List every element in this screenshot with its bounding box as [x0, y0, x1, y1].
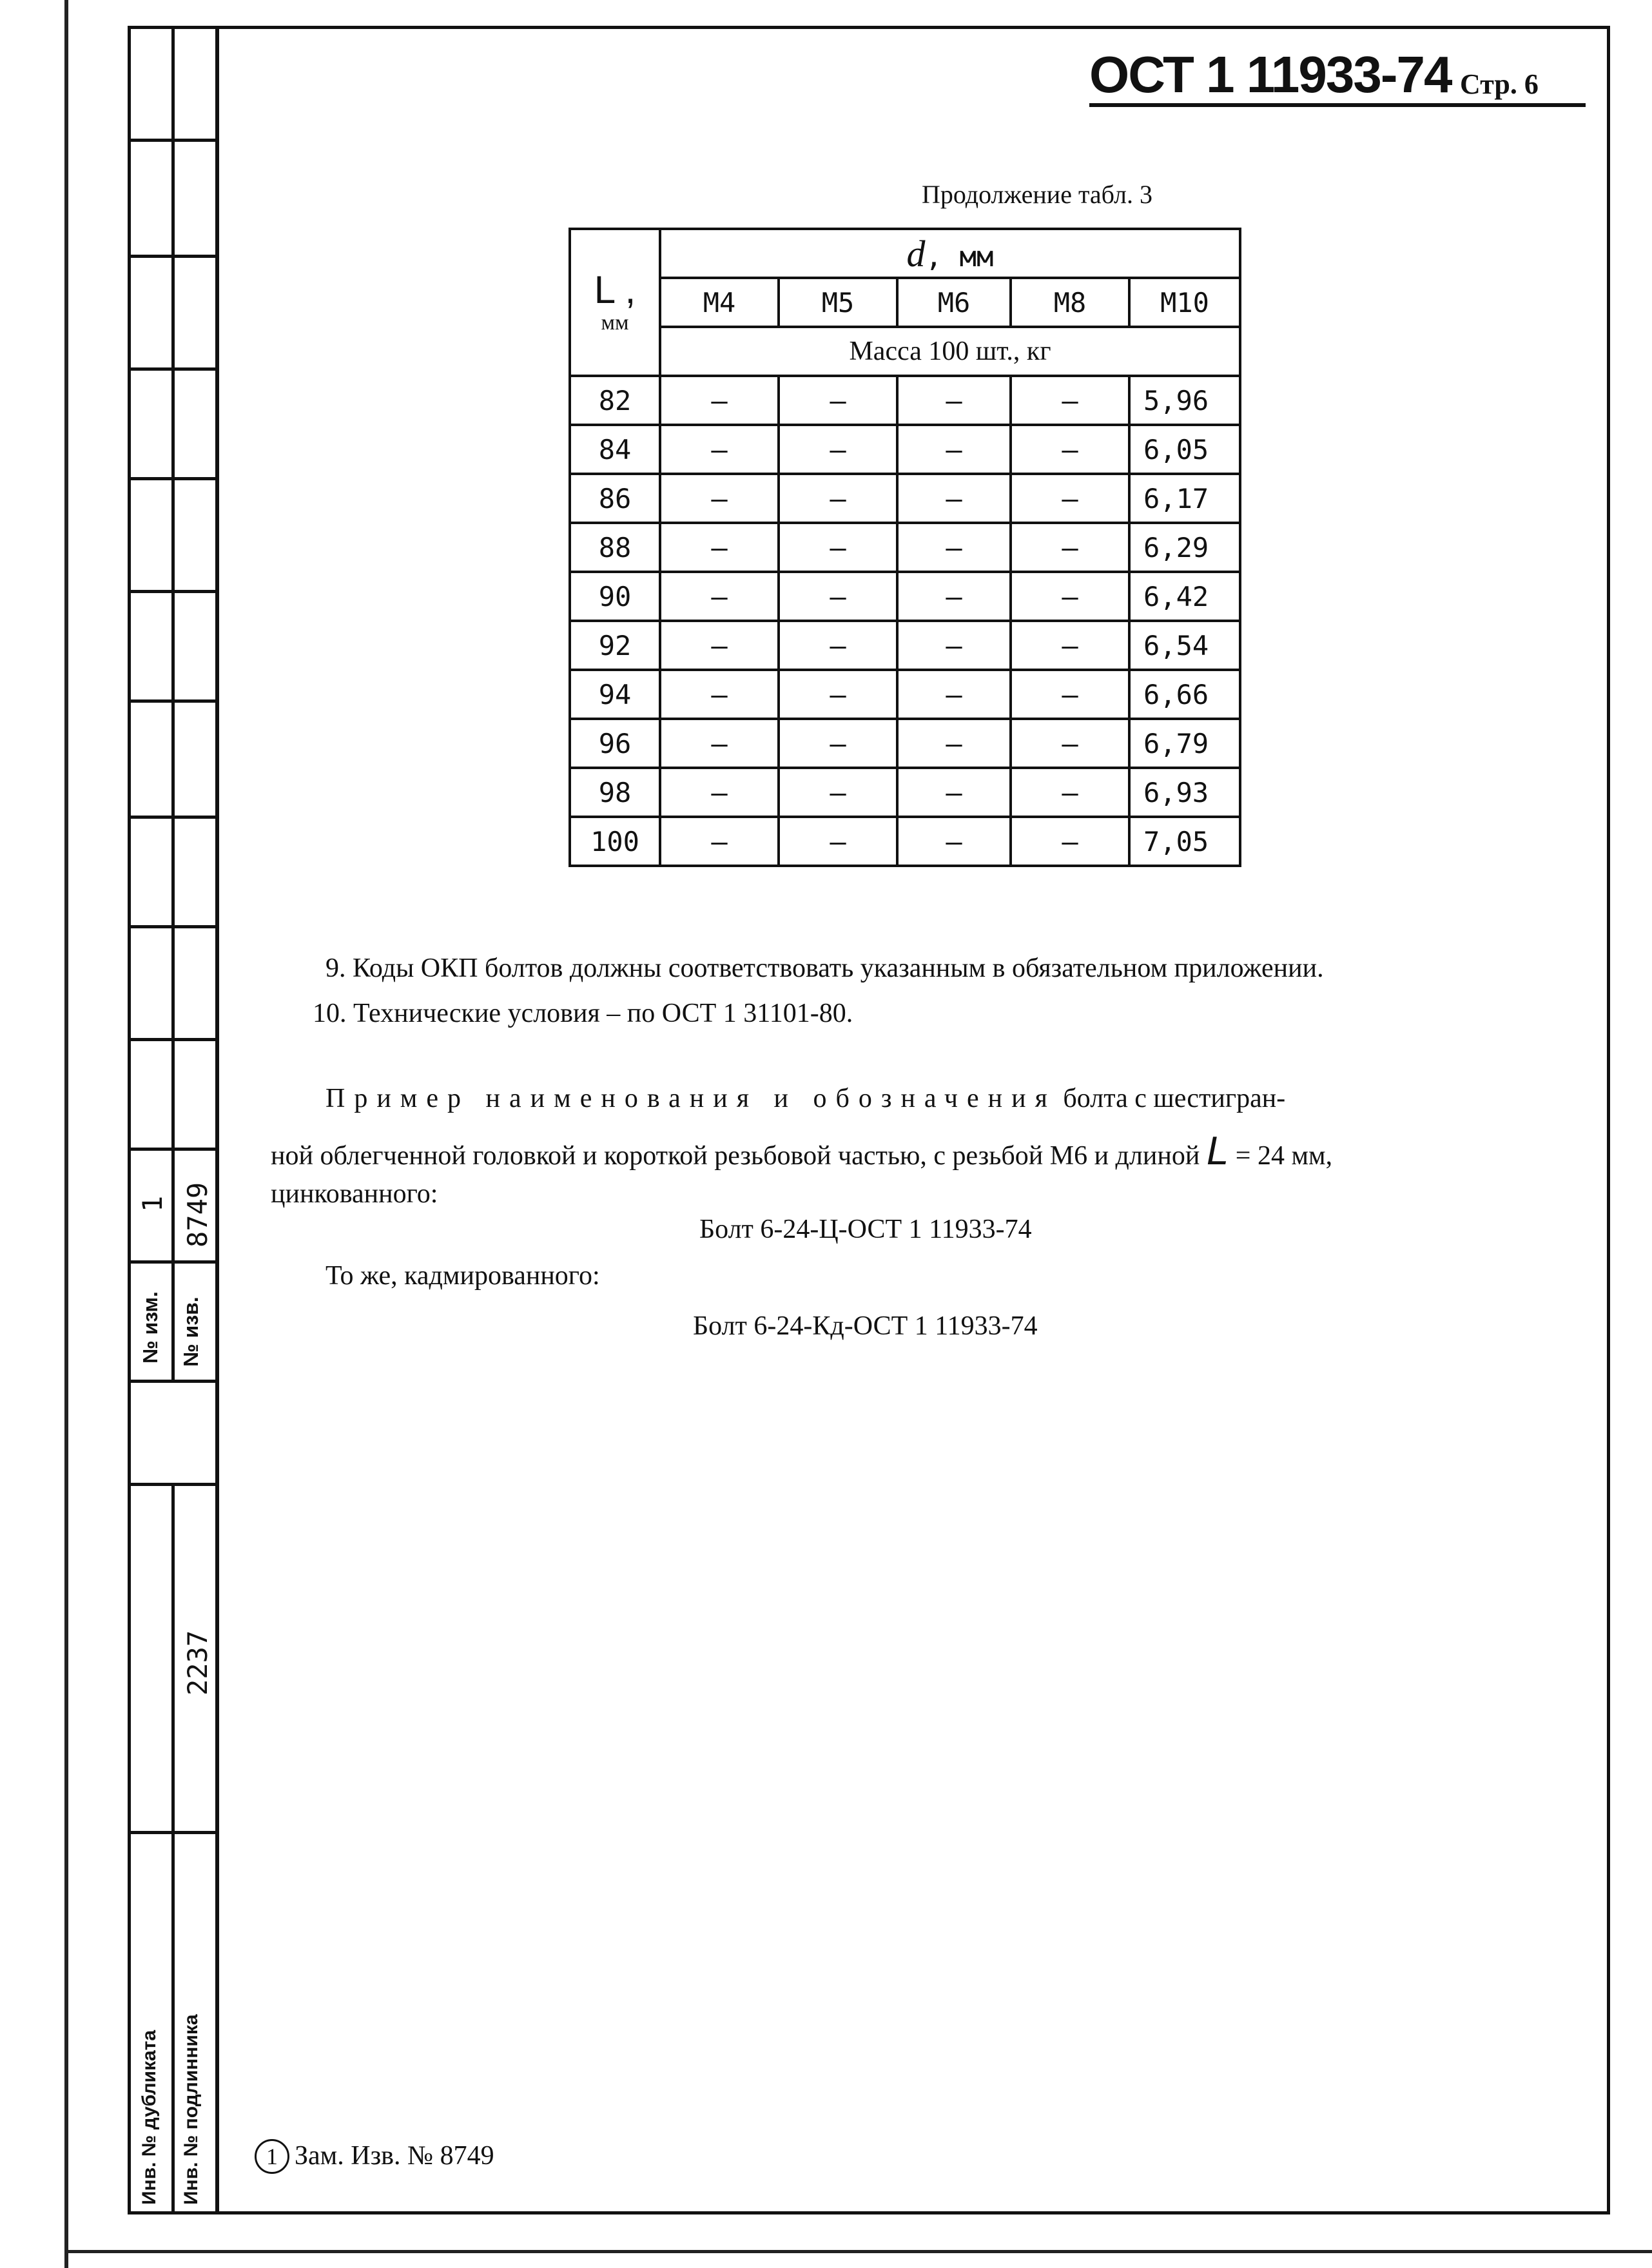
mass-cell: 6,17	[1129, 474, 1240, 523]
size-header: M5	[779, 278, 897, 327]
mass-cell: –	[779, 621, 897, 670]
mass-cell: 6,66	[1129, 670, 1240, 719]
stamp-divider	[128, 699, 219, 703]
stamp-divider	[128, 1831, 219, 1834]
column-group-unit: , мм	[925, 240, 994, 273]
mass-table	[568, 228, 1241, 867]
size-header: M4	[660, 278, 779, 327]
stamp-divider	[128, 367, 219, 371]
stamp-divider	[128, 1260, 219, 1264]
column-group-header	[660, 229, 1240, 278]
size-header: M10	[1129, 278, 1240, 327]
mass-cell: –	[779, 670, 897, 719]
mass-cell: –	[1011, 817, 1129, 866]
stamp-notice-no-label: № изв.	[179, 1296, 202, 1367]
mass-cell: –	[1011, 572, 1129, 621]
row-header-symbol: L ,	[594, 268, 636, 311]
mass-cell: 7,05	[1129, 817, 1240, 866]
outer-left-border	[64, 0, 68, 2268]
mass-cell: –	[660, 572, 779, 621]
mass-cell: –	[1011, 523, 1129, 572]
mass-cell: –	[779, 817, 897, 866]
stamp-divider	[128, 477, 219, 480]
stamp-divider	[128, 816, 219, 819]
stamp-divider	[128, 139, 219, 142]
mass-cell: 6,79	[1129, 719, 1240, 768]
length-cell: 98	[570, 768, 660, 817]
table-caption: Продолжение табл. 3	[922, 180, 1152, 209]
mass-cell: –	[1011, 376, 1129, 425]
mass-cell: –	[660, 376, 779, 425]
table-row	[570, 817, 1240, 866]
stamp-divider	[128, 925, 219, 928]
mass-cell: –	[897, 817, 1011, 866]
mass-cell: –	[779, 768, 897, 817]
table-header-row	[570, 229, 1240, 278]
example-line1-tail: болта с шестигран-	[1063, 1084, 1286, 1113]
change-marker: 1	[255, 2139, 289, 2174]
length-cell: 96	[570, 719, 660, 768]
table-row	[570, 768, 1240, 817]
item-9: 9. Коды ОКП болтов должны соответствовать указанным в обязательном приложении.	[326, 953, 1324, 983]
mass-cell: –	[660, 670, 779, 719]
table-row	[570, 719, 1240, 768]
stamp-divider	[128, 1380, 219, 1383]
mass-cell: –	[1011, 474, 1129, 523]
mass-cell: –	[660, 719, 779, 768]
mass-cell: –	[660, 425, 779, 474]
length-cell: 84	[570, 425, 660, 474]
table-row	[570, 523, 1240, 572]
mass-cell: –	[660, 621, 779, 670]
stamp-inv-duplicate-label: Инв. № дубликата	[139, 2029, 160, 2205]
size-header: M8	[1011, 278, 1129, 327]
column-group-symbol: d	[906, 232, 926, 275]
mass-cell: –	[1011, 768, 1129, 817]
table-row	[570, 425, 1240, 474]
table-row	[570, 621, 1240, 670]
mass-cell: –	[1011, 670, 1129, 719]
item-10: 10. Технические условия – по ОСТ 1 31101-80.	[313, 999, 853, 1028]
length-cell: 92	[570, 621, 660, 670]
length-symbol: L	[1206, 1129, 1229, 1173]
document-number: ОСТ 1 11933-74	[1089, 46, 1452, 103]
page-label: Стр. 6	[1460, 68, 1539, 100]
stamp-change-no-label: № изм.	[139, 1291, 162, 1364]
length-cell: 94	[570, 670, 660, 719]
example-line-1	[326, 1083, 1285, 1114]
mass-cell: –	[779, 523, 897, 572]
mass-cell: 5,96	[1129, 376, 1240, 425]
designation-zinc: Болт 6-24-Ц-ОСТ 1 11933-74	[699, 1215, 1032, 1244]
mass-cell: –	[897, 768, 1011, 817]
example-line-3: цинкованного:	[271, 1179, 438, 1209]
stamp-divider	[128, 1483, 219, 1486]
stamp-strip-vline-bottom	[171, 1483, 175, 2214]
mass-cell: –	[897, 670, 1011, 719]
table-row	[570, 670, 1240, 719]
size-header: M6	[897, 278, 1011, 327]
mass-cell: –	[1011, 621, 1129, 670]
mass-cell: –	[660, 768, 779, 817]
mass-cell: –	[779, 474, 897, 523]
mass-cell: –	[779, 572, 897, 621]
length-cell: 86	[570, 474, 660, 523]
stamp-divider	[128, 255, 219, 258]
mass-cell: 6,93	[1129, 768, 1240, 817]
example-line-2	[271, 1128, 1332, 1174]
stamp-strip-vline-top	[171, 26, 175, 1380]
mass-cell: –	[1011, 425, 1129, 474]
mass-cell: –	[779, 376, 897, 425]
mass-cell: –	[897, 621, 1011, 670]
length-cell: 82	[570, 376, 660, 425]
example-heading: Пример наименования и обозначения	[326, 1084, 1056, 1113]
designation-cadmium: Болт 6-24-Кд-ОСТ 1 11933-74	[693, 1311, 1038, 1341]
mass-cell: –	[897, 425, 1011, 474]
mass-cell: 6,42	[1129, 572, 1240, 621]
mass-cell: –	[897, 376, 1011, 425]
change-note	[255, 2139, 494, 2174]
mass-cell: 6,29	[1129, 523, 1240, 572]
table-row	[570, 572, 1240, 621]
mass-cell: –	[660, 474, 779, 523]
change-note-text: Зам. Изв. № 8749	[295, 2141, 494, 2171]
mass-label: Масса 100 шт., кг	[660, 327, 1240, 376]
table-row	[570, 474, 1240, 523]
length-cell: 88	[570, 523, 660, 572]
example-line2-start: ной облегченной головкой и короткой резьбовой частью, с резьбой M6 и длиной	[271, 1141, 1200, 1171]
mass-cell: –	[660, 523, 779, 572]
mass-cell: –	[897, 474, 1011, 523]
stamp-divider	[128, 1148, 219, 1151]
stamp-change-no-value: 1	[137, 1195, 168, 1212]
mass-cell: –	[897, 719, 1011, 768]
row-header-cell	[570, 229, 660, 376]
mass-cell: –	[660, 817, 779, 866]
size-header-row	[570, 278, 1240, 327]
outer-bottom-border	[64, 2250, 1652, 2253]
stamp-inv-original-label: Инв. № подлинника	[180, 2014, 202, 2205]
mass-cell: 6,54	[1129, 621, 1240, 670]
mass-cell: –	[779, 425, 897, 474]
length-cell: 90	[570, 572, 660, 621]
row-header-unit: мм	[601, 311, 629, 335]
header-underline	[1089, 103, 1586, 107]
mass-label-row	[570, 327, 1240, 376]
mass-cell: –	[779, 719, 897, 768]
mass-cell: –	[897, 572, 1011, 621]
same-cadmium-label: То же, кадмированного:	[326, 1261, 600, 1291]
stamp-inv-original-value: 2237	[182, 1630, 213, 1696]
example-line2-end: = 24 мм,	[1235, 1141, 1333, 1171]
mass-cell: –	[1011, 719, 1129, 768]
mass-cell: –	[897, 523, 1011, 572]
table-row	[570, 376, 1240, 425]
stamp-notice-no-value: 8749	[182, 1182, 213, 1247]
length-cell: 100	[570, 817, 660, 866]
stamp-divider	[128, 590, 219, 593]
stamp-divider	[128, 1038, 219, 1041]
mass-cell: 6,05	[1129, 425, 1240, 474]
